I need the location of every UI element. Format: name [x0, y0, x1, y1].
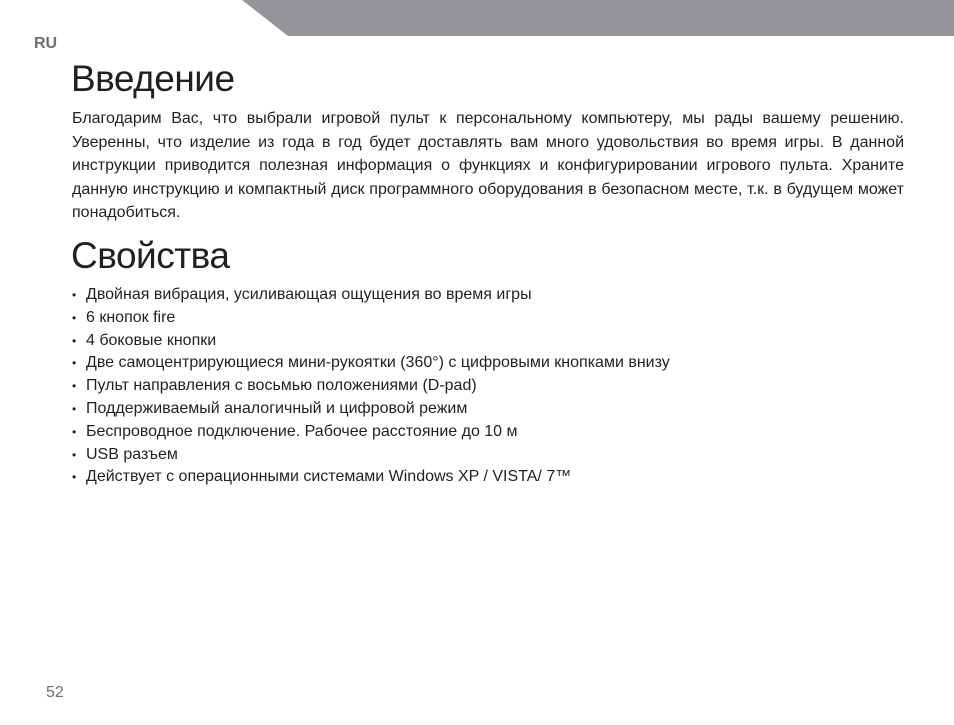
list-item — [72, 307, 912, 330]
list-item — [72, 330, 912, 353]
intro-paragraph: Благодарим Вас, что выбрали игровой пульт к персональному компьютеру, мы рады вашему решению. Уверенны, что изделие из года в год будет доставлять вам много удовольствия во время игры. В данной инструкции приводится полезная информация о функциях и конфигурировании игрового пульта. Храните данную инструкцию и компактный диск программного оборудования в безопасном месте, т.к. в будущем может понадобиться. — [72, 110, 904, 221]
feature-text: 4 боковые кнопки — [86, 331, 217, 349]
list-item — [72, 466, 912, 489]
bullet-icon: • — [72, 288, 77, 302]
list-item — [72, 375, 912, 398]
feature-text: Две самоцентрирующиеся мини-рукоятки (360°) с цифровыми кнопками внизу — [86, 354, 670, 372]
bullet-icon: • — [72, 424, 77, 439]
bullet-icon: • — [72, 401, 77, 416]
feature-text: Поддерживаемый аналогичный и цифровой режим — [86, 399, 468, 417]
list-item — [72, 284, 912, 307]
feature-text: USB разъем — [86, 445, 178, 463]
feature-text: Пульт направления с восьмью положениями (D-pad) — [86, 377, 477, 395]
bullet-icon: • — [72, 356, 77, 371]
list-item — [72, 352, 912, 375]
bullet-icon: • — [72, 447, 77, 462]
page-number: 52 — [46, 684, 64, 701]
list-item — [72, 444, 912, 467]
features-heading: Свойства — [71, 235, 230, 276]
feature-text: Двойная вибрация, усиливающая ощущения во время игры — [86, 286, 532, 303]
intro-heading: Введение — [71, 58, 235, 99]
bullet-icon: • — [72, 310, 77, 325]
list-item — [72, 421, 912, 444]
feature-text: 6 кнопок fire — [86, 308, 176, 326]
feature-text: Беспроводное подключение. Рабочее расстояние до 10 м — [86, 422, 518, 440]
bullet-icon: • — [72, 333, 77, 348]
list-item — [72, 398, 912, 421]
bullet-icon: • — [72, 470, 77, 485]
bullet-icon: • — [72, 379, 77, 394]
language-code: RU — [34, 35, 58, 52]
header-band — [0, 0, 954, 36]
features-list — [72, 284, 912, 489]
feature-text: Действует с операционными системами Windows XP / VISTA/ 7™ — [86, 468, 572, 486]
